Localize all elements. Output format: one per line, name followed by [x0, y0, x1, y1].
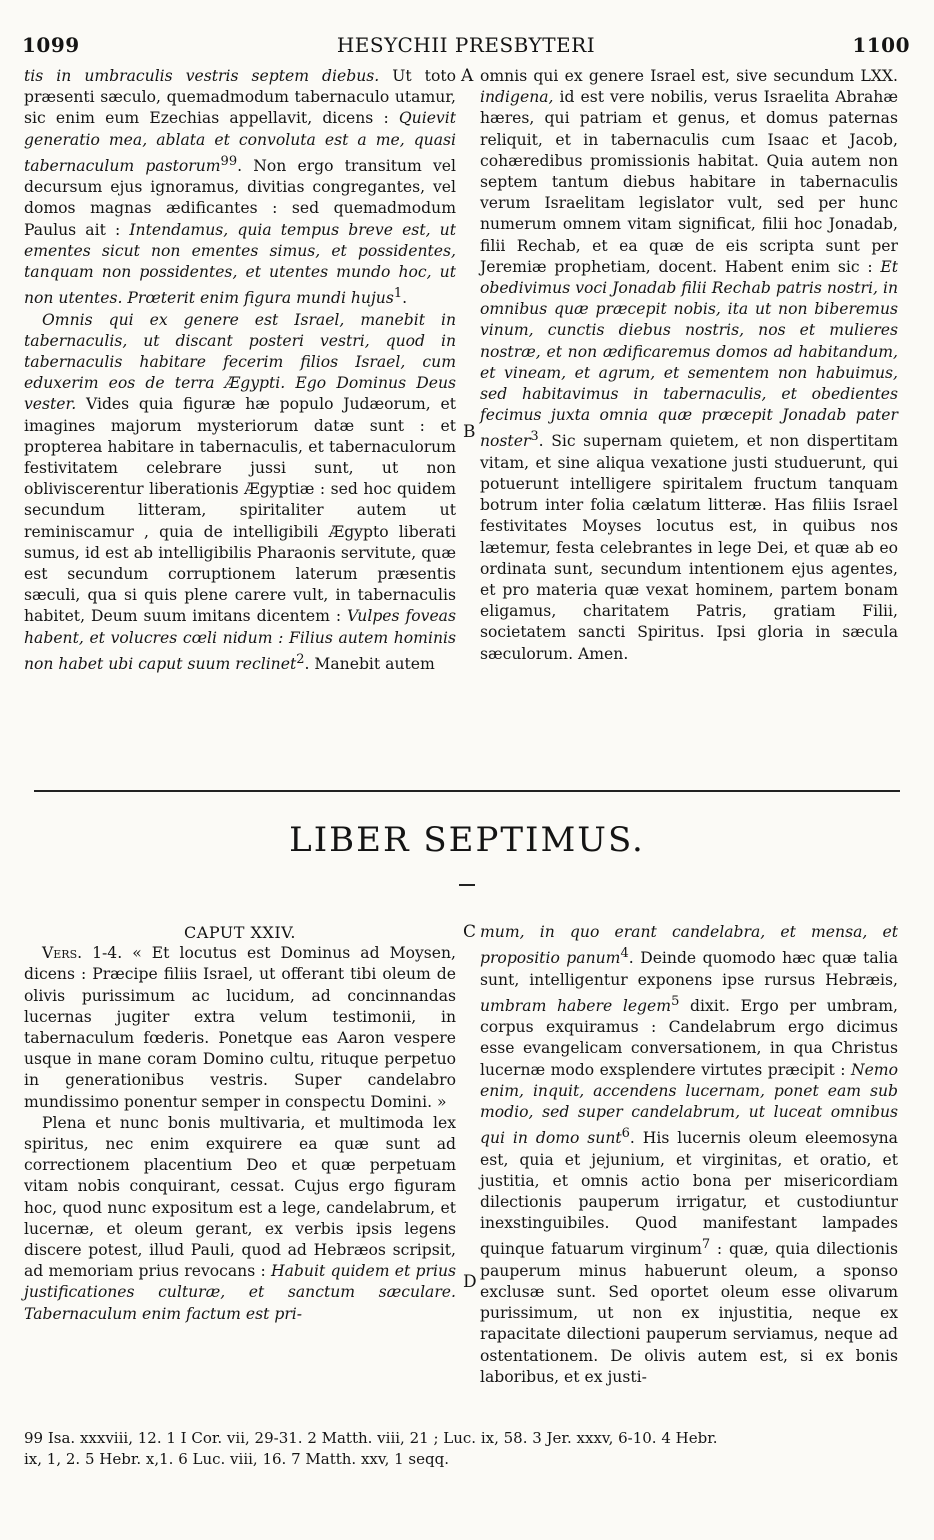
- verse-reference: Vers. 1-4.: [42, 944, 123, 963]
- text: Vides quia figuræ hæ populo Judæorum, et imagines majorum mysteriorum datæ sunt : et propterea habitare in tabernaculis, et tabernaculorum festivitatem celebrare jussi sunt, ut non obliviscerentur liberationis Ægyptiæ : sed hoc quidem secundum litteram, spiritaliter autem ut reminiscamur , quia de intelligibili Ægypto liberati sumus, id est ab intelligibilis Pharaonis servitute, quæ est secundum corruptionem laterum præsentis sæculi, qua si quis plene carere vult, in tabernaculis habitet, Deum suum imitans dicentem :: [24, 395, 456, 626]
- margin-letter-a: A: [461, 66, 474, 86]
- paragraph: [24, 66, 456, 310]
- paragraph: [480, 66, 898, 665]
- margin-letter-b: B: [463, 422, 476, 442]
- paragraph: [480, 922, 898, 1388]
- italic-text: umbram habere legem: [480, 996, 672, 1015]
- footnote-marker: 2: [296, 651, 305, 667]
- italic-text: Quievit generatio mea, ablata et convoluta est a me, quasi tabernaculum pastorum: [24, 109, 456, 175]
- paragraph: [24, 310, 456, 676]
- italic-text: tis in umbraculis vestris septem diebus.: [24, 67, 380, 85]
- footnote-line: ix, 1, 2. 5 Hebr. x,1. 6 Luc. viii, 16. 7 Matth. xxv, 1 seqq.: [24, 1450, 449, 1468]
- text: Plena et nunc bonis multivaria, et multimoda lex spiritus, nec enim exquirere ea quæ sunt ad correctionem placentium Deo et quæ perpetuam vitam nobis conquirant, cessat. Cujus ergo figuram hoc, quod nunc expositum est a lege, candelabrum, et lucernæ, et oleum gerant, ex verbis ipsis legens discere potest, illud Pauli, quod ad Hebræos scripsit, ad memoriam prius revocans :: [24, 1113, 456, 1281]
- text: . Sic supernam quietem, et non dispertitam vitam, et sine aliqua vexatione justi studuerunt, qui potuerunt intelligere spiritalem fructum tanquam botrum inter folia cælatum litteræ. Has filiis Israel festivitates Moyses locutus est, in quibus nos lætemur, festa celebrantes in lege Dei, et quæ ab eo ordinata sunt, secundum intentionem ejus agentes, et pro materia quæ vexat hominem, partem bonam eligamus, charitatem Patris, gratiam Filii, societatem sancti Spiritus. Ipsi gloria in sæcula sæculorum. Amen.: [480, 432, 898, 663]
- page-number-left: 1099: [22, 33, 80, 57]
- top-left-column: [24, 66, 456, 675]
- page-number-right: 1100: [852, 33, 910, 57]
- footnote-marker: 7: [701, 1237, 711, 1253]
- footnote-marker: 99: [220, 153, 238, 169]
- section-divider: [34, 790, 900, 792]
- italic-text: Et obedivimus voci Jonadab filii Rechab patris nostri, in omnibus quæ præcepit nobis, ita ut non biberemus vinum, cunctis diebus nostris, nos et mulieres nostræ, et non ædificaremus domos ad habitandum, et vineam, et agrum, et sementem non habuimus, sed habitavimus in tabernaculis, et obedientes fecimus juxta omnia quæ præcepit Jonadab pater noster: [480, 257, 898, 451]
- footnote-marker: 5: [671, 993, 680, 1009]
- top-right-column: [480, 66, 898, 665]
- paragraph: [24, 1113, 456, 1325]
- text: . Non ergo transitum vel decursum ejus ignoramus, divitias congregantes, vel domos magnas ædificantes : sed quemadmodum Paulus ait :: [24, 157, 456, 239]
- margin-letter-c: C: [463, 922, 477, 942]
- running-header: [22, 33, 910, 59]
- text: id est vere nobilis, verus Israelita Abrahæ hæres, qui patriam et genus, et domus paternas reliquit, et in tabernaculis cum Isaac et Jacob, cohæredibus promissionis habitat. Quia autem non septem tantum diebus habitare in tabernaculis verum Israelitam legislator vult, sed per hunc numerum omnem vitam significat, filii hoc Jonadab, filii Rechab, et ea quæ de eis scripta sunt per Jeremiæ prophetiam, docent. Habent enim sic :: [480, 88, 898, 276]
- text: .: [402, 289, 408, 308]
- text: « Et locutus est Dominus ad Moysen, dicens : Præcipe filiis Israel, ut offerant tibi oleum de olivis purissimum ac lucidum, ad concinnandas lucernas jugiter extra velum testimonii, in tabernaculum fœderis. Ponetque eas Aaron vespere usque in mane coram Domino cultu, rituque perpetuo in generationibus vestris. Super candelabro mundissimo ponentur semper in conspectu Domini. »: [24, 944, 456, 1111]
- footnotes: [24, 1428, 904, 1470]
- footnote-marker: 1: [393, 286, 403, 302]
- italic-text: indigena,: [480, 88, 554, 107]
- text: Ut toto præsenti sæculo, quemadmodum tabernaculo utamur, sic enim eum Ezechias appellavit, dicens :: [24, 67, 456, 128]
- italic-text: Nemo enim, inquit, accendens lucernam, ponet eam sub modio, sed super candelabrum, ut luceat omnibus qui in domo sunt: [480, 1060, 898, 1148]
- text: : quæ, quia dilectionis pauperum minus habuerunt oleum, a sponso exclusæ sunt. Sed oportet oleum esse olivarum purissimum, ut non ex injustitia, neque ex rapacitate dilectioni pauperum serviamus, neque ad ostentationem. De olivis autem est, si ex bonis laboribus, et ex justi-: [480, 1240, 899, 1386]
- italic-text: Vulpes foveas habent, et volucres cœli nidum : Filius autem hominis non habet ubi caput suum reclinet: [24, 607, 456, 674]
- footnote-marker: 4: [620, 946, 629, 962]
- footnote-line: 99 Isa. xxxviii, 12. 1 I Cor. vii, 29-31. 2 Matth. viii, 21 ; Luc. ix, 58. 3 Jer. xxxv, 6-10. 4 Hebr.: [24, 1429, 718, 1447]
- italic-text: Omnis qui ex genere est Israel, manebit in tabernaculis, ut discant posteri vestri, quod in tabernaculis habitare fecerim filios Israel, cum eduxerim eos de terra Ægypti. Ego Dominus Deus vester.: [24, 310, 456, 414]
- chapter-heading: CAPUT XXIV.: [184, 923, 296, 942]
- text: omnis qui ex genere Israel est, sive secundum LXX.: [480, 67, 898, 85]
- paragraph: [24, 943, 456, 1113]
- bottom-left-column: [24, 922, 456, 1325]
- italic-text: mum, in quo erant candelabra, et mensa, et propositio panum: [480, 923, 898, 968]
- margin-letter-d: D: [463, 1272, 477, 1292]
- text: . Manebit autem: [304, 655, 435, 674]
- footnote-marker: 3: [530, 429, 539, 445]
- title-dash: [459, 884, 475, 886]
- text: dixit. Ergo per umbram, corpus exquiramus : Candelabrum ergo dicimus esse evangelicam conversationem, in qua Christus lucernæ modo exsplendere virtutes præcipit :: [480, 996, 899, 1079]
- text: . Deinde quomodo hæc quæ talia sunt, intelligentur exponens ipse rursus Hebræis,: [480, 949, 899, 989]
- book-title: LIBER SEPTIMUS.: [289, 820, 645, 860]
- footnote-marker: 6: [621, 1126, 630, 1142]
- text: . His lucernis oleum eleemosyna est, quia et jejunium, et virginitas, et oratio, et justitia, et omnis actio bona per misericordiam dilectionis pauperum irrigatur, et custodiuntur inexstinguibiles. Quod manifestant lampades quinque fatuarum virginum: [480, 1129, 898, 1259]
- running-title: HESYCHII PRESBYTERI: [336, 33, 596, 57]
- bottom-right-column: [480, 922, 898, 1388]
- italic-text: Habuit quidem et prius justificationes culturæ, et sanctum sæculare. Tabernaculum enim factum est pri-: [24, 1262, 456, 1323]
- italic-text: Intendamus, quia tempus breve est, ut ementes sicut non ementes simus, et possidentes, tanquam non possidentes, et utentes mundo hoc, ut non utentes. Prœterit enim figura mundi hujus: [24, 220, 456, 308]
